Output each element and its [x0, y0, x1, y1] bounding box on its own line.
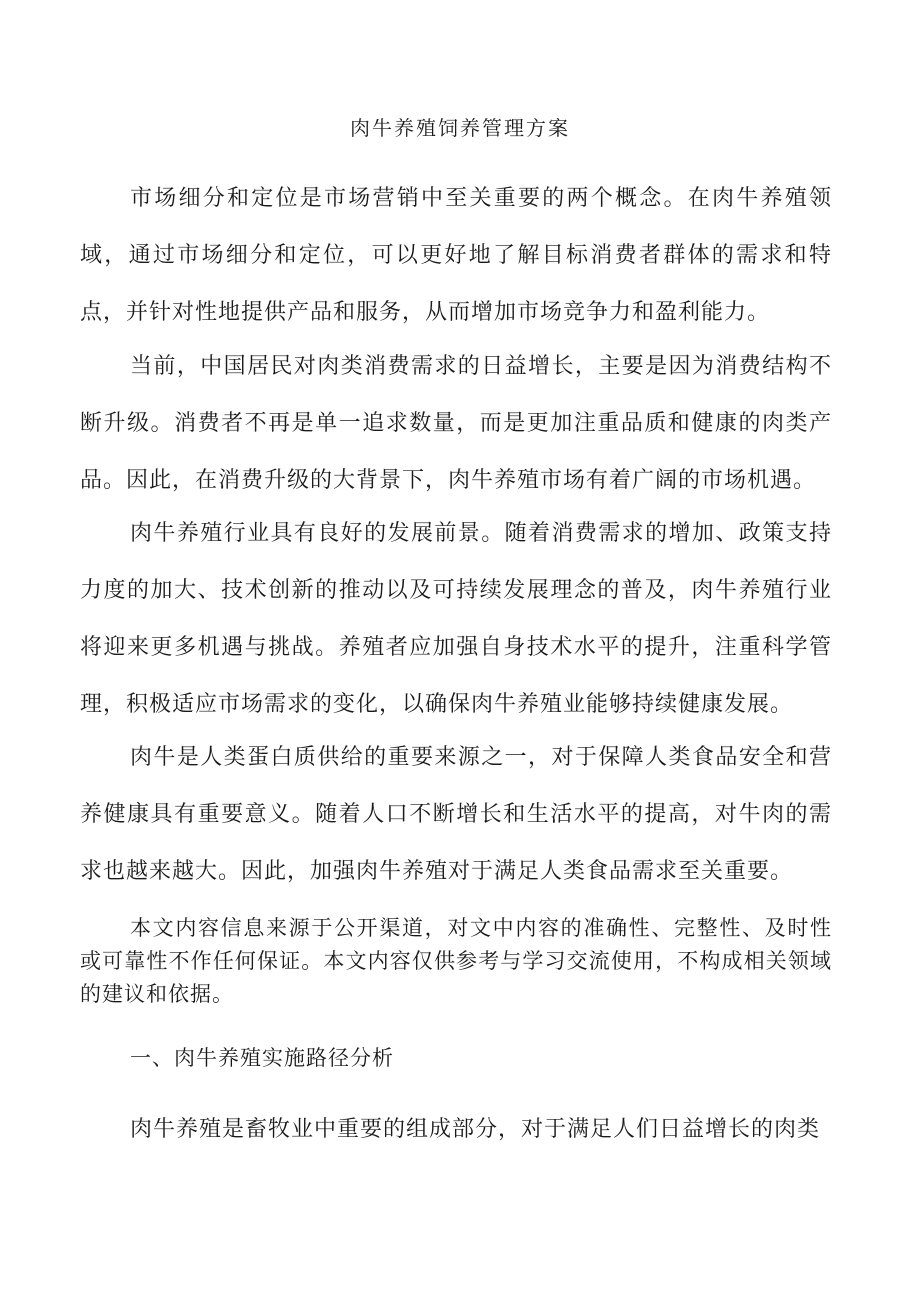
paragraph-disclaimer: 本文内容信息来源于公开渠道，对文中内容的准确性、完整性、及时性或可靠性不作任何保证。本文内容仅供参考与学习交流使用，不构成相关领域的建议和依据。	[80, 916, 832, 1006]
paragraph-consumption-upgrade: 当前，中国居民对肉类消费需求的日益增长，主要是因为消费结构不断升级。消费者不再是单一追求数量，而是更加注重品质和健康的肉类产品。因此，在消费升级的大背景下，肉牛养殖市场有着广阔的市场机遇。	[80, 354, 832, 493]
document-title: 肉牛养殖饲养管理方案	[350, 116, 570, 140]
paragraph-industry-prospects: 肉牛养殖行业具有良好的发展前景。随着消费需求的增加、政策支持力度的加大、技术创新的推动以及可持续发展理念的普及，肉牛养殖行业将迎来更多机遇与挑战。养殖者应加强自身技术水平的提升，注重科学管理，积极适应市场需求的变化，以确保肉牛养殖业能够持续健康发展。	[80, 521, 832, 717]
paragraph-protein-source: 肉牛是人类蛋白质供给的重要来源之一，对于保障人类食品安全和营养健康具有重要意义。随着人口不断增长和生活水平的提高，对牛肉的需求也越来越大。因此，加强肉牛养殖对于满足人类食品需求至关重要。	[80, 745, 832, 884]
section-paragraph: 肉牛养殖是畜牧业中重要的组成部分，对于满足人们日益增长的肉类	[130, 1117, 821, 1142]
paragraph-market-segmentation: 市场细分和定位是市场营销中至关重要的两个概念。在肉牛养殖领域，通过市场细分和定位，可以更好地了解目标消费者群体的需求和特点，并针对性地提供产品和服务，从而增加市场竞争力和盈利能力。	[80, 186, 832, 325]
section-heading: 一、肉牛养殖实施路径分析	[130, 1046, 394, 1070]
